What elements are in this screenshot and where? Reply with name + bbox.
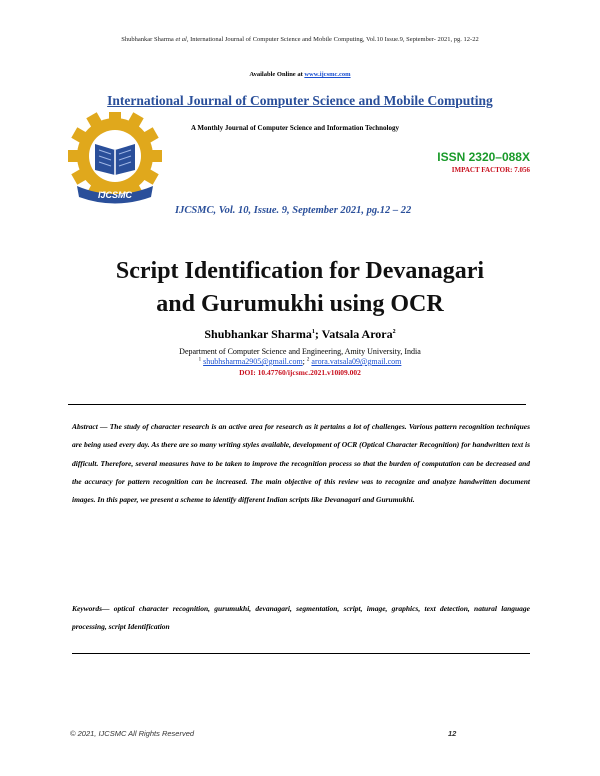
available-online bbox=[0, 71, 600, 78]
journal-subtitle: A Monthly Journal of Computer Science and Information Technology bbox=[191, 124, 399, 132]
paper-title bbox=[40, 255, 560, 321]
paper-title-line-1: Script Identification for Devanagari bbox=[115, 258, 485, 284]
impact-factor: IMPACT FACTOR: 7.056 bbox=[451, 166, 530, 174]
email-1-link[interactable]: shubhsharma2905@gmail.com bbox=[203, 357, 303, 366]
divider-top bbox=[68, 404, 526, 405]
available-prefix: Available Online at bbox=[249, 71, 305, 78]
abstract: Abstract — The study of character research is an active area for research as it pertains a lot of challenges. Various pattern recognition techniques are being used every day. As there are so many writing styles available, development of OCR (Optical Character Recognition) for handwritten text is difficult. Therefore, several measures have to be taken to improve the recognition process so that the burden of computation can be decreased and the accuracy for pattern recognition can be increased. The main objective of this review was to recognize and analyze handwritten document images. In this paper, we present a scheme to identify different Indian scripts like Devanagari and Gurumukhi. bbox=[72, 422, 530, 505]
journal-website-link[interactable]: www.ijcsmc.com bbox=[304, 71, 351, 78]
author-2: Vatsala Arora bbox=[321, 327, 393, 341]
running-header-rest: , International Journal of Computer Science and Mobile Computing, Vol.10 Issue.9, September- 2021, pg. 12-22 bbox=[186, 36, 479, 43]
running-header bbox=[0, 36, 600, 43]
copyright: © 2021, IJCSMC All Rights Reserved bbox=[70, 729, 195, 738]
email-2-link[interactable]: arora.vatsala09@gmail.com bbox=[311, 357, 402, 366]
page-number: 12 bbox=[448, 729, 457, 738]
paper-title-line-2: and Gurumukhi using OCR bbox=[156, 291, 444, 317]
running-header-etal: et al bbox=[175, 36, 187, 43]
author-2-affiliation: 2 bbox=[392, 329, 396, 335]
author-separator: ; bbox=[314, 327, 322, 341]
logo-text: IJCSMC bbox=[97, 190, 133, 200]
journal-name: International Journal of Computer Science and Mobile Computing bbox=[107, 93, 493, 108]
doi: DOI: 10.47760/ijcsmc.2021.v10i09.002 bbox=[239, 368, 361, 377]
email-2-marker: 2 bbox=[306, 357, 310, 363]
author-1: Shubhankar Sharma bbox=[204, 327, 312, 341]
department: Department of Computer Science and Engineering, Amity University, India bbox=[179, 347, 421, 356]
divider-bottom bbox=[72, 653, 530, 654]
email-1-marker: 1 bbox=[198, 357, 202, 363]
authors bbox=[0, 327, 600, 342]
author-emails bbox=[0, 357, 600, 366]
running-header-author: Shubhankar Sharma bbox=[121, 36, 174, 43]
email-separator: ; bbox=[302, 357, 307, 366]
author-1-affiliation: 1 bbox=[311, 329, 315, 335]
keywords: Keywords— optical character recognition, gurumukhi, devanagari, segmentation, script, image, graphics, text detection, natural language processing, script Identification bbox=[72, 604, 530, 632]
issn: ISSN 2320–088X bbox=[437, 150, 530, 164]
citation-line: IJCSMC, Vol. 10, Issue. 9, September 2021, pg.12 – 22 bbox=[175, 205, 412, 216]
